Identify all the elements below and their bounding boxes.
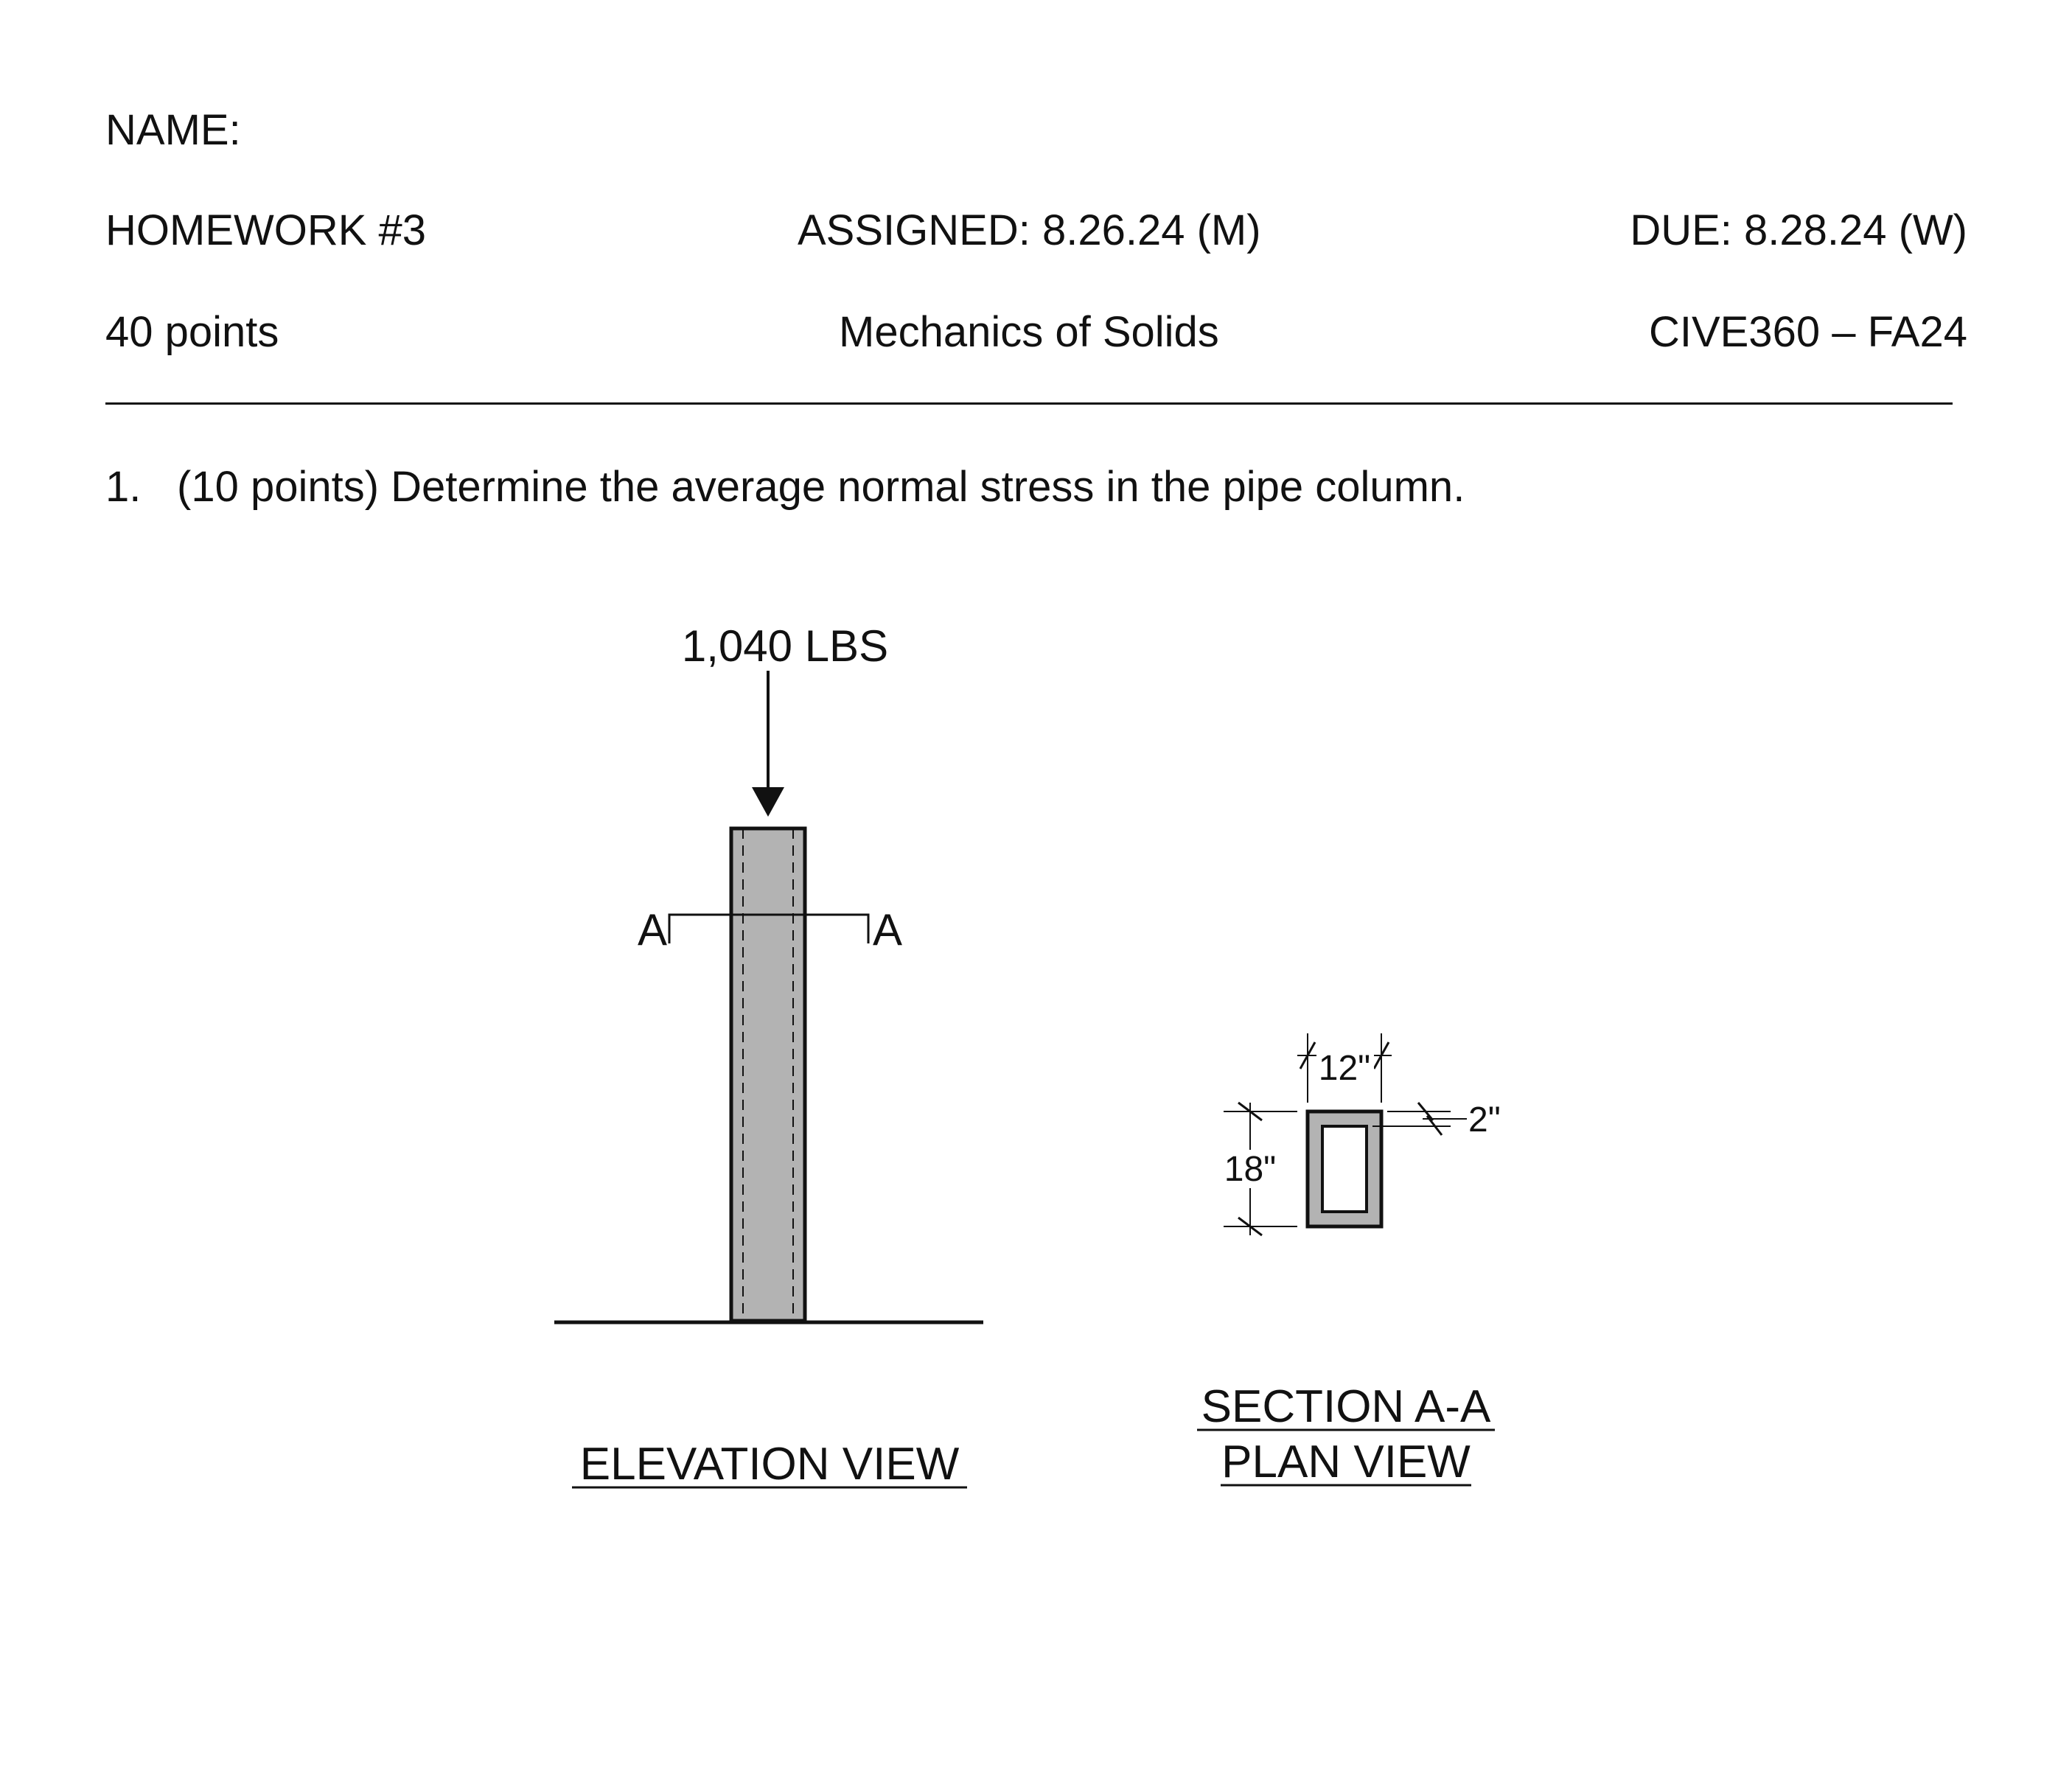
homework-title: HOMEWORK #3 [105,206,427,254]
section-mark-left: A [638,905,668,954]
elevation-view [554,621,983,1490]
assigned-date: ASSIGNED: 8.26.24 (M) [798,206,1261,254]
question-number: 1. [105,463,142,511]
section-mark-right: A [873,905,903,954]
total-points: 40 points [105,308,279,356]
load-label: 1,040 LBS [681,621,889,671]
section-caption-line2: PLAN VIEW [1221,1437,1471,1487]
section-caption-line1: SECTION A-A [1201,1381,1491,1432]
height-dimension-label: 18" [1224,1150,1277,1189]
course-name: Mechanics of Solids [839,308,1219,356]
section-view [1197,1033,1501,1487]
course-code: CIVE360 – FA24 [1648,308,1967,356]
pipe-section-inner [1322,1126,1367,1212]
elevation-caption: ELEVATION VIEW [579,1439,960,1490]
width-dimension-label: 12" [1318,1049,1371,1088]
thickness-dimension-label: 2" [1468,1100,1501,1139]
load-arrow-head [752,787,784,817]
question-text: (10 points) Determine the average normal stress in the pipe column. [177,463,1465,511]
due-date: DUE: 8.28.24 (W) [1630,206,1967,254]
name-label: NAME: [105,106,241,154]
